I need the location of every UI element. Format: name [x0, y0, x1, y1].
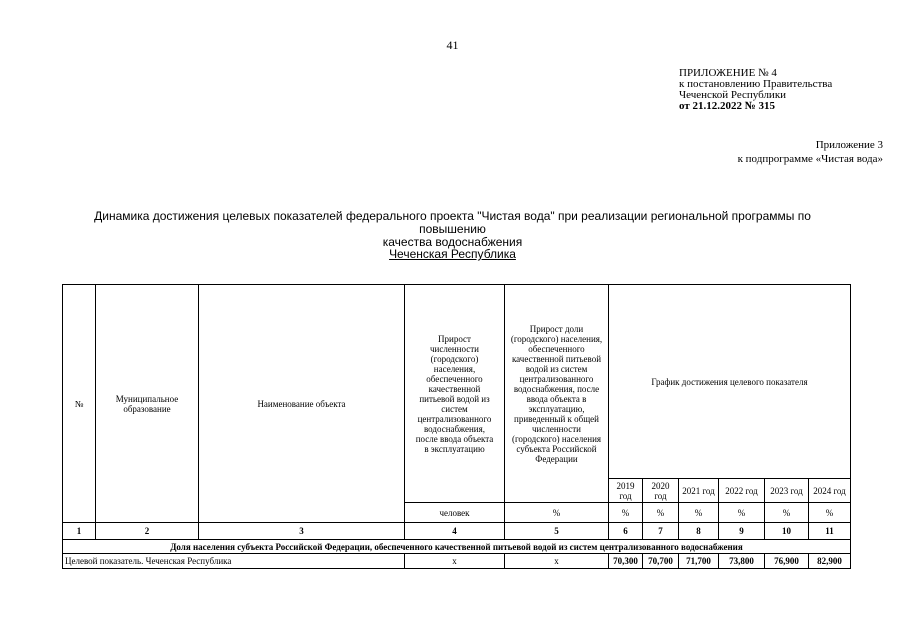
sub-appendix-line-2: к подпрограмме «Чистая вода» — [737, 153, 883, 165]
target-growth-population: х — [405, 554, 505, 569]
year-cell: 2022 год — [719, 479, 765, 503]
section-title: Доля населения субъекта Российской Федерации, обеспеченного качественной питьевой водой из систем централизованного водоснабжения — [63, 540, 851, 554]
unit-year: % — [679, 503, 719, 523]
year-cell: 2024 год — [809, 479, 851, 503]
unit-growth-share: % — [505, 503, 609, 523]
page-number: 41 — [446, 38, 459, 52]
target-row — [63, 554, 851, 569]
column-number: 4 — [405, 523, 505, 540]
unit-growth-population: человек — [405, 503, 505, 523]
column-number: 1 — [63, 523, 96, 540]
appendix-block — [679, 68, 832, 112]
header-num: № — [63, 285, 96, 523]
document-title — [60, 210, 845, 249]
column-number: 8 — [679, 523, 719, 540]
document-title-line-1: Динамика достижения целевых показателей федерального проекта "Чистая вода" при реализации региональной программы по повышению — [94, 209, 811, 236]
column-number: 7 — [643, 523, 679, 540]
column-numbers-row — [63, 523, 851, 540]
region-name: Чеченская Республика — [389, 247, 516, 261]
column-number: 3 — [199, 523, 405, 540]
unit-year: % — [609, 503, 643, 523]
indicators-table — [62, 284, 851, 569]
target-value: 82,900 — [809, 554, 851, 569]
target-value: 73,800 — [719, 554, 765, 569]
year-cell: 2021 год — [679, 479, 719, 503]
target-value: 71,700 — [679, 554, 719, 569]
target-value: 70,700 — [643, 554, 679, 569]
sub-appendix-block — [738, 138, 883, 166]
target-value: 76,900 — [765, 554, 809, 569]
target-label: Целевой показатель. Чеченская Республика — [63, 554, 405, 569]
column-number: 9 — [719, 523, 765, 540]
header-row — [63, 285, 851, 479]
column-number: 6 — [609, 523, 643, 540]
appendix-line-2: к постановлению Правительства — [679, 78, 833, 90]
appendix-line-4: от 21.12.2022 № 315 — [679, 100, 776, 112]
appendix-line-3: Чеченской Республики — [679, 89, 787, 101]
target-value: 70,300 — [609, 554, 643, 569]
column-number: 2 — [96, 523, 199, 540]
sub-appendix-line-1: Приложение 3 — [815, 139, 883, 151]
column-number: 11 — [809, 523, 851, 540]
header-object: Наименование объекта — [199, 285, 405, 523]
column-number: 10 — [765, 523, 809, 540]
unit-year: % — [809, 503, 851, 523]
unit-year: % — [765, 503, 809, 523]
document-title-line-2: качества водоснабжения — [382, 235, 523, 249]
year-cell: 2023 год — [765, 479, 809, 503]
year-cell: 2019 год — [609, 479, 643, 503]
unit-year: % — [719, 503, 765, 523]
header-schedule: График достижения целевого показателя — [609, 285, 851, 479]
column-number: 5 — [505, 523, 609, 540]
header-growth-population: Прирост численности (городского) населения, обеспеченного качественной питьевой водой из систем централизованного водоснабжения, после ввода объекта в эксплуатацию — [405, 285, 505, 503]
section-row — [63, 540, 851, 554]
unit-year: % — [643, 503, 679, 523]
target-growth-share: х — [505, 554, 609, 569]
header-municipality: Муниципальное образование — [96, 285, 199, 523]
header-growth-share: Прирост доли (городского) населения, обеспеченного качественной питьевой водой из систем централизованного водоснабжения, после ввода объекта в эксплуатацию, приведенный к общей численности (городского) населения субъекта Российской Федерации — [505, 285, 609, 503]
appendix-line-1: ПРИЛОЖЕНИЕ № 4 — [679, 67, 777, 79]
year-cell: 2020 год — [643, 479, 679, 503]
